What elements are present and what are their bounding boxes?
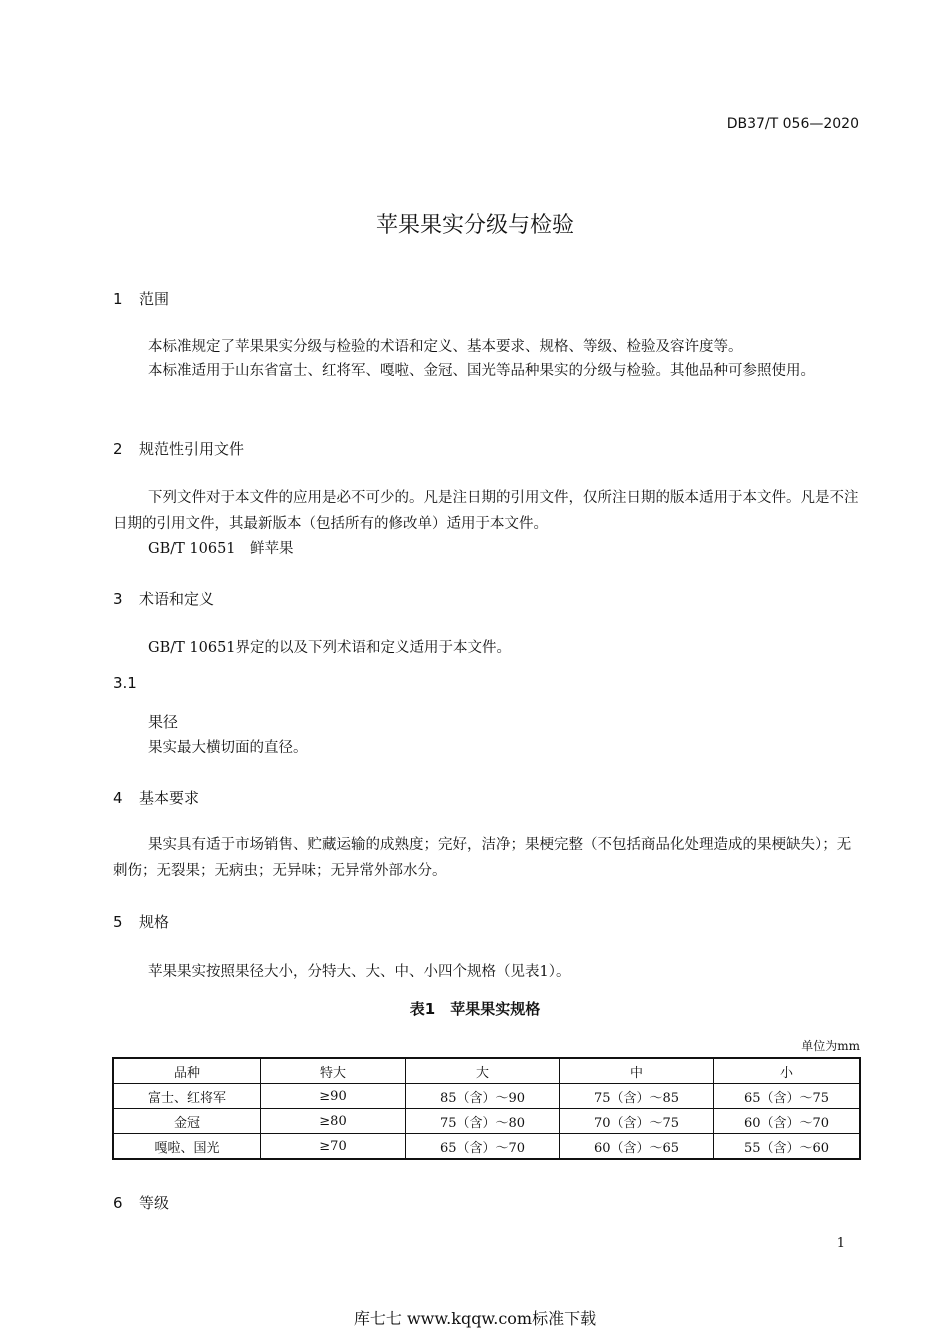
- section-number: 1: [113, 290, 123, 308]
- table-header-row: [113, 1058, 860, 1084]
- table-cell: ≥70: [261, 1134, 406, 1160]
- section-6-heading: [113, 1192, 169, 1213]
- table-cell: ≥90: [261, 1084, 406, 1109]
- section-2-paragraph: 下列文件对于本文件的应用是必不可少的。凡是注日期的引用文件，仅所注日期的版本适用于本文件。凡是不注日期的引用文件，其最新版本（包括所有的修改单）适用于本文件。: [113, 490, 859, 532]
- spec-table: [112, 1057, 861, 1160]
- standard-number: DB37/T 056—2020: [726, 116, 859, 132]
- section-title: 等级: [139, 1194, 170, 1212]
- section-number: 5: [113, 913, 123, 931]
- table-cell: 70（含）～75: [560, 1109, 714, 1134]
- footer-watermark-text: 库七七 www.kqqw.com标准下载: [353, 1309, 597, 1328]
- table-cell: 嘎啦、国光: [113, 1134, 261, 1160]
- section-3-paragraph: GB/T 10651界定的以及下列术语和定义适用于本文件。: [148, 640, 512, 656]
- section-2-heading: [113, 438, 244, 459]
- header-cell-medium: 中: [560, 1058, 714, 1084]
- term-definition: 果实最大横切面的直径。: [148, 740, 308, 756]
- section-number: 4: [113, 789, 123, 807]
- section-4-paragraph: 果实具有适于市场销售、贮藏运输的成熟度；完好，洁净；果梗完整（不包括商品化处理造成的果梗缺失）；无刺伤；无裂果；无病虫；无异味；无异常外部水分。: [113, 837, 852, 879]
- table-cell: 60（含）～65: [560, 1134, 714, 1160]
- table-row: [113, 1109, 860, 1134]
- section-title: 规范性引用文件: [139, 440, 245, 458]
- section-title: 范围: [139, 290, 170, 308]
- section-title: 术语和定义: [139, 590, 215, 608]
- table-cell: 60（含）～70: [714, 1109, 861, 1134]
- term-name: 果径: [148, 713, 179, 731]
- section-1-paragraph-2: 本标准适用于山东省富士、红将军、嘎啦、金冠、国光等品种果实的分级与检验。其他品种可参照使用。: [148, 363, 815, 379]
- header-cell-extra-large: 特大: [261, 1058, 406, 1084]
- section-number: 6: [113, 1194, 123, 1212]
- table-unit: 单位为mm: [801, 1039, 860, 1053]
- table-cell: 65（含）～70: [406, 1134, 560, 1160]
- section-number: 2: [113, 440, 123, 458]
- table-cell: 富士、红将军: [113, 1084, 261, 1109]
- table-cell: 75（含）～85: [560, 1084, 714, 1109]
- page-number: 1: [836, 1236, 845, 1251]
- section-5-paragraph: 苹果果实按照果径大小，分特大、大、中、小四个规格（见表1）。: [148, 964, 571, 980]
- section-3-heading: [113, 588, 214, 609]
- header-cell-variety: 品种: [113, 1058, 261, 1084]
- section-4-heading: [113, 787, 199, 808]
- table-cell: 65（含）～75: [714, 1084, 861, 1109]
- section-title: 规格: [139, 913, 170, 931]
- table-cell: ≥80: [261, 1109, 406, 1134]
- table-row: [113, 1134, 860, 1160]
- normative-reference: GB/T 10651 鲜苹果: [148, 541, 294, 557]
- table-cell: 85（含）～90: [406, 1084, 560, 1109]
- section-1-paragraph-1: 本标准规定了苹果果实分级与检验的术语和定义、基本要求、规格、等级、检验及容许度等。: [148, 339, 743, 355]
- header-cell-large: 大: [406, 1058, 560, 1084]
- document-title: 苹果果实分级与检验: [375, 213, 574, 238]
- section-1-heading: [113, 288, 169, 309]
- section-5-heading: [113, 911, 169, 932]
- section-number: 3: [113, 590, 123, 608]
- subsection-3-1-number: 3.1: [113, 674, 137, 692]
- table-cell: 金冠: [113, 1109, 261, 1134]
- section-title: 基本要求: [139, 789, 200, 807]
- header-cell-small: 小: [714, 1058, 861, 1084]
- table-cell: 75（含）～80: [406, 1109, 560, 1134]
- table-cell: 55（含）～60: [714, 1134, 861, 1160]
- table-row: [113, 1084, 860, 1109]
- table-caption: 表1 苹果果实规格: [409, 1000, 541, 1018]
